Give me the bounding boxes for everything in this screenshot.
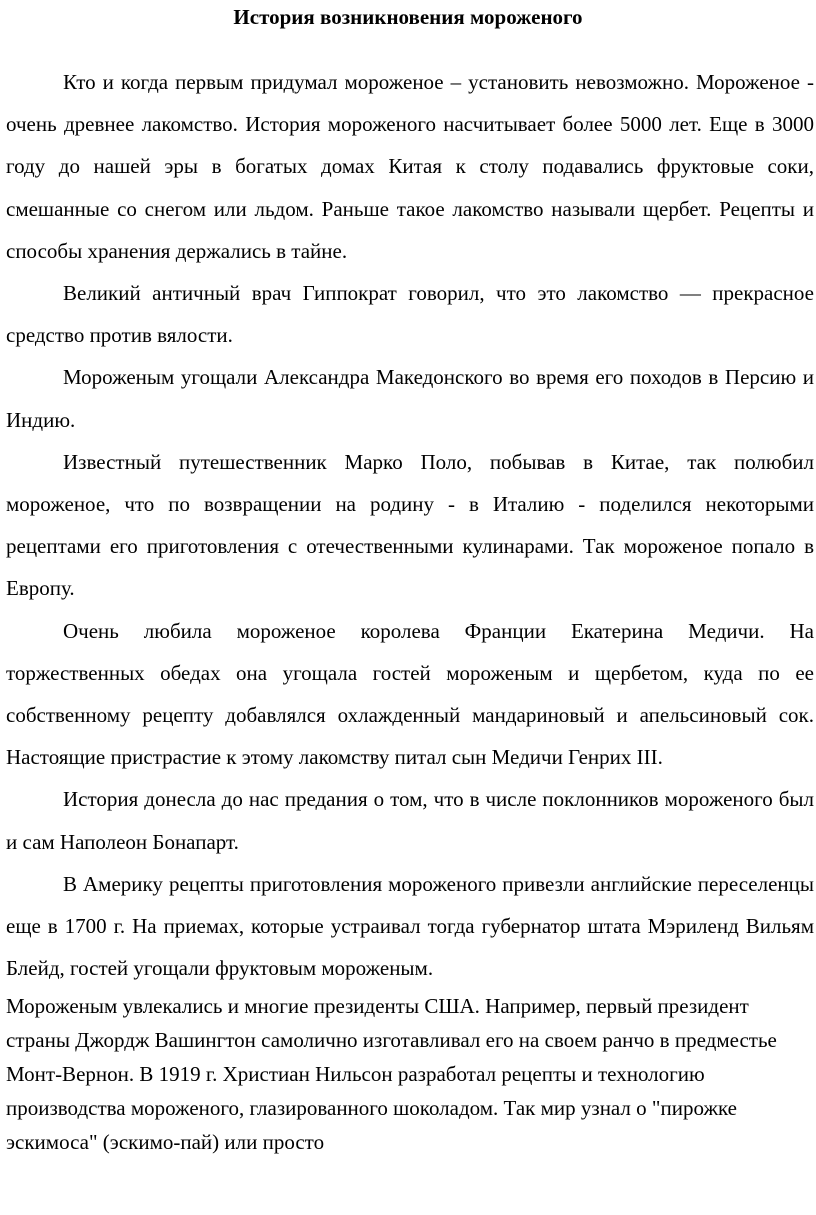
paragraph-marco-polo: Известный путешественник Марко Поло, побывав в Китае, так полюбил мороженое, что по возвращении на родину - в Италию - поделился некоторыми рецептами его приготовления с отечественными кулинарами. Так мороженое попало в Европу. — [6, 449, 814, 601]
document-title: История возникновения мороженого — [233, 5, 583, 29]
paragraph-napoleon: История донесла до нас предания о том, что в числе поклонников мороженого был и сам Наполеон Бонапарт. — [6, 787, 814, 854]
paragraph-alexander: Мороженым угощали Александра Македонского во время его походов в Персию и Индию. — [6, 365, 814, 432]
document-body — [6, 61, 814, 1159]
paragraph-history-origin: Кто и когда первым придумал мороженое – установить невозможно. Мороженое - очень древнее лакомство. История мороженого насчитывает более 5000 лет. Еще в 3000 году до нашей эры в богатых домах Китая к столу подавались фруктовые соки, смешанные со снегом или льдом. Раньше такое лакомство называли щербет. Рецепты и способы хранения держались в тайне. — [6, 70, 814, 263]
paragraph-medici: Очень любила мороженое королева Франции Екатерина Медичи. На торжественных обедах она угощала гостей мороженым и щербетом, куда по ее собственному рецепту добавлялся охлажденный мандариновый и апельсиновый сок. Настоящие пристрастие к этому лакомству питал сын Медичи Генрих III. — [6, 618, 814, 770]
paragraph-america: В Америку рецепты приготовления мороженого привезли английские переселенцы еще в 1700 г. На приемах, которые устраивал тогда губернатор штата Мэриленд Вильям Блейд, гостей угощали фруктовым мороженым. — [6, 871, 814, 981]
paragraph-us-presidents: Мороженым увлекались и многие президенты США. Например, первый президент страны Джордж Вашингтон самолично изготавливал его на своем ранчо в предместье Монт-Вернон. В 1919 г. Христиан Нильсон разработал рецепты и технологию производства мороженого, глазированного шоколадом. Так мир узнал о "пирожке эскимоса" (эскимо-пай) или просто — [6, 994, 777, 1154]
paragraph-hippocrates: Великий античный врач Гиппократ говорил, что это лакомство — прекрасное средство против вялости. — [6, 281, 814, 348]
